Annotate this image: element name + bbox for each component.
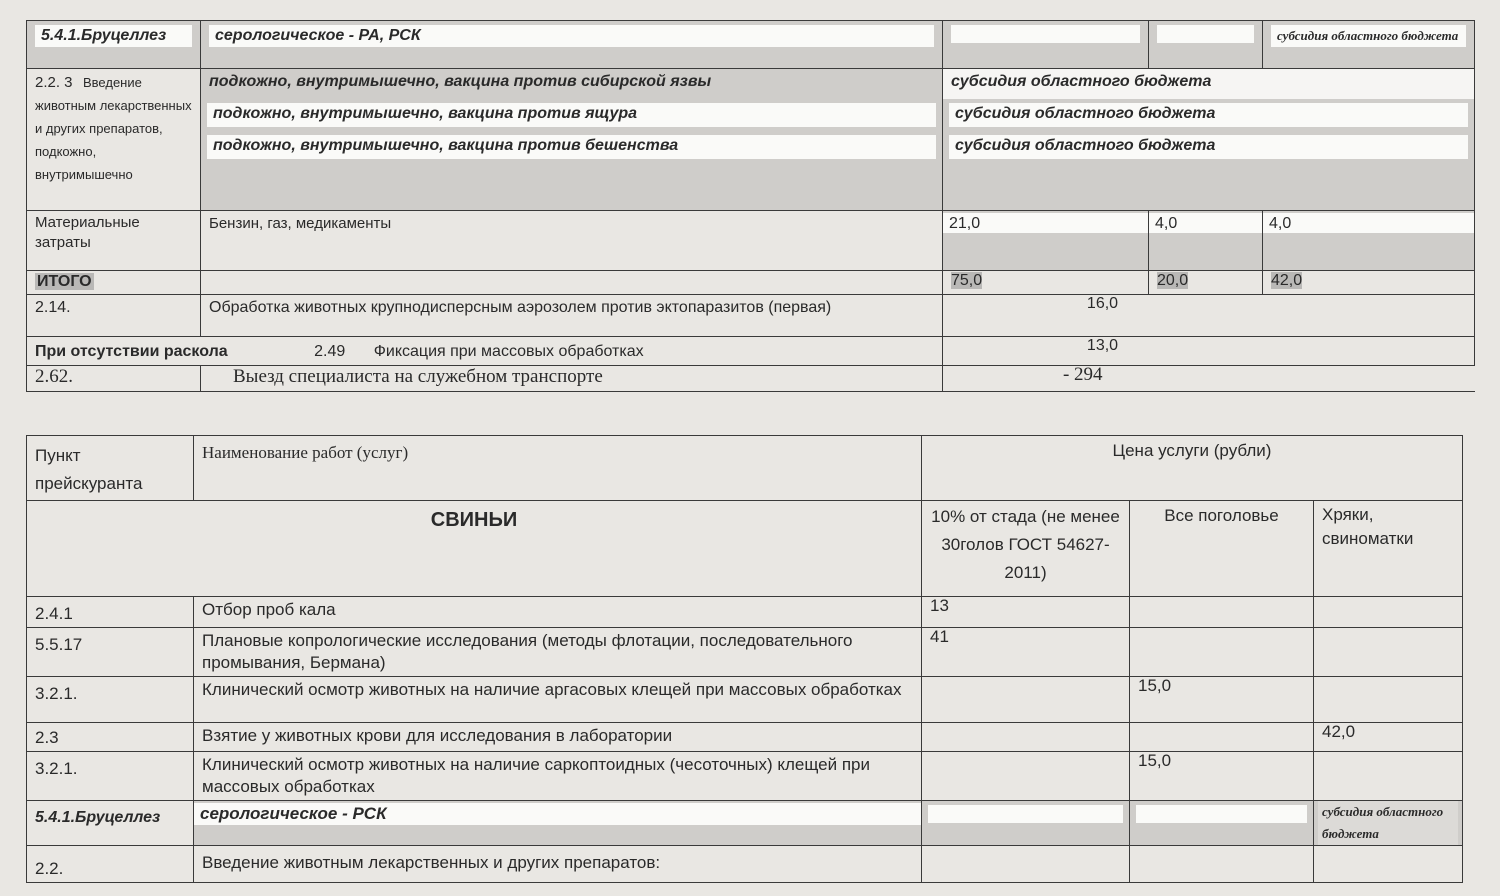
row-code: 2.2. 3 bbox=[35, 74, 73, 91]
table-row bbox=[27, 752, 1463, 801]
table-row bbox=[27, 21, 1475, 69]
table-row bbox=[27, 597, 1463, 628]
header-price: Цена услуги (рубли) bbox=[922, 436, 1463, 501]
row-label: Материальные затраты bbox=[27, 211, 201, 271]
total-value: 42,0 bbox=[1271, 272, 1303, 289]
price-boars bbox=[1314, 677, 1463, 723]
injection-item-2: подкожно, внутримышечно, вакцина против ящура bbox=[207, 103, 936, 127]
row-desc: Фиксация при массовых обработках bbox=[373, 343, 644, 360]
row-code: 2.2. bbox=[27, 846, 194, 883]
table-row bbox=[27, 723, 1463, 752]
funding-note: субсидия областного бюджета bbox=[1271, 25, 1466, 47]
row-desc: Выезд специалиста на служебном транспорте bbox=[201, 366, 943, 392]
row-code: 2.4.1 bbox=[27, 597, 194, 628]
table-row bbox=[27, 846, 1463, 883]
subheader-all: Все поголовье bbox=[1130, 501, 1314, 597]
funding-3: субсидия областного бюджета bbox=[949, 135, 1468, 159]
row-code: 2.3 bbox=[27, 723, 194, 752]
row-code: 3.2.1. bbox=[27, 752, 194, 801]
price-boars bbox=[1314, 597, 1463, 628]
row-code: 2.49 bbox=[314, 343, 346, 360]
price-boars bbox=[1314, 752, 1463, 801]
row-method: серологическое - РА, РСК bbox=[209, 25, 934, 47]
funding-1: субсидия областного бюджета bbox=[943, 69, 1474, 99]
row-name: Отбор проб кала bbox=[194, 597, 922, 628]
row-prefix: При отсутствии раскола bbox=[35, 343, 228, 360]
row-code: 3.2.1. bbox=[27, 677, 194, 723]
price-boars bbox=[1314, 628, 1463, 677]
row-code: 2.14. bbox=[27, 295, 201, 337]
row-name: Клинический осмотр животных на наличие аргасовых клещей при массовых обработках bbox=[194, 677, 922, 723]
subheader-boars: Хряки, свиноматки bbox=[1314, 501, 1463, 597]
table-header-row bbox=[27, 436, 1463, 501]
price-percent bbox=[922, 677, 1130, 723]
funding-2: субсидия областного бюджета bbox=[949, 103, 1468, 127]
row-code: 5.4.1.Бруцеллез bbox=[27, 801, 194, 846]
price-all bbox=[1130, 597, 1314, 628]
row-value: - 294 bbox=[943, 366, 1475, 392]
table-row bbox=[27, 271, 1475, 295]
price-percent bbox=[922, 752, 1130, 801]
price-percent: 41 bbox=[922, 628, 1130, 677]
price-boars: 42,0 bbox=[1314, 723, 1463, 752]
row-name: Клинический осмотр животных на наличие саркоптоидных (чесоточных) клещей при массовых обработках bbox=[194, 752, 922, 801]
injection-item-1: подкожно, внутримышечно, вакцина против сибирской язвы bbox=[209, 73, 712, 90]
price-table-top bbox=[26, 20, 1475, 392]
price-percent bbox=[922, 723, 1130, 752]
total-value: 75,0 bbox=[951, 272, 983, 289]
table-row bbox=[27, 677, 1463, 723]
row-code: 2.62. bbox=[27, 366, 201, 392]
row-name: Плановые копрологические исследования (методы флотации, последовательного промывания, Бермана) bbox=[194, 628, 922, 677]
row-code: 5.5.17 bbox=[27, 628, 194, 677]
table-row bbox=[27, 211, 1475, 271]
table-row bbox=[27, 628, 1463, 677]
funding-note: субсидия областного бюджета bbox=[1318, 801, 1458, 845]
row-method: серологическое - РСК bbox=[194, 803, 921, 825]
price-all: 15,0 bbox=[1130, 752, 1314, 801]
subheader-percent: 10% от стада (не менее 30голов ГОСТ 54627-2011) bbox=[922, 501, 1130, 597]
header-name: Наименование работ (услуг) bbox=[194, 436, 922, 501]
injection-item-3: подкожно, внутримышечно, вакцина против бешенства bbox=[207, 135, 936, 159]
table-row bbox=[27, 366, 1475, 392]
price-all bbox=[1130, 723, 1314, 752]
total-value: 20,0 bbox=[1157, 272, 1189, 289]
row-desc: Обработка животных крупнодисперсным аэрозолем против эктопаразитов (первая) bbox=[201, 295, 943, 337]
row-label: Введение животным лекарственных и других препаратов, подкожно, внутримышечно bbox=[35, 75, 192, 182]
value-cell: 4,0 bbox=[1263, 213, 1474, 233]
row-name: Введение животным лекарственных и других препаратов: bbox=[194, 846, 922, 883]
price-table-pigs bbox=[26, 435, 1463, 883]
table-header-row bbox=[27, 501, 1463, 597]
price-all bbox=[1130, 628, 1314, 677]
table-row bbox=[27, 801, 1463, 846]
row-value: 13,0 bbox=[943, 337, 1475, 366]
row-value: 16,0 bbox=[943, 295, 1475, 337]
row-code: 5.4.1.Бруцеллез bbox=[35, 25, 192, 47]
price-percent: 13 bbox=[922, 597, 1130, 628]
section-title: СВИНЬИ bbox=[27, 501, 922, 597]
price-all: 15,0 bbox=[1130, 677, 1314, 723]
table-row bbox=[27, 69, 1475, 211]
table-row bbox=[27, 295, 1475, 337]
value-cell: 21,0 bbox=[943, 213, 1148, 233]
header-code: Пункт прейскуранта bbox=[27, 436, 194, 501]
table-row bbox=[27, 337, 1475, 366]
value-cell: 4,0 bbox=[1149, 213, 1262, 233]
row-desc: Бензин, газ, медикаменты bbox=[201, 211, 943, 271]
row-name: Взятие у животных крови для исследования в лаборатории bbox=[194, 723, 922, 752]
total-label: ИТОГО bbox=[27, 271, 201, 295]
